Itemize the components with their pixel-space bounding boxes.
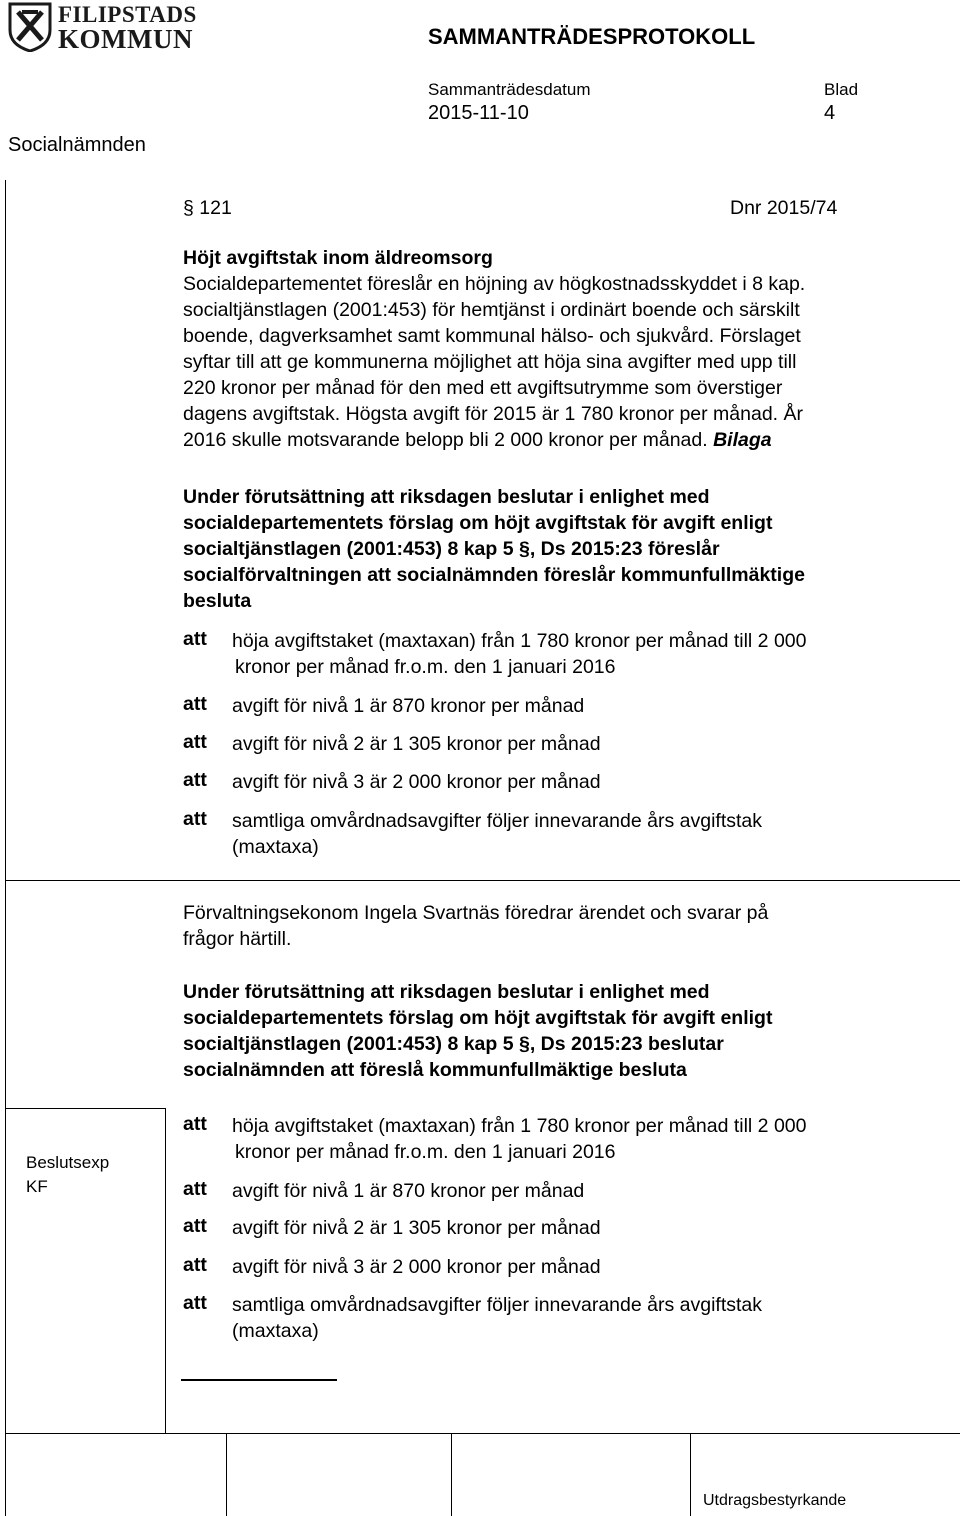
decision-item: avgift för nivå 3 är 2 000 kronor per månad: [232, 1256, 601, 1278]
certification-label: Utdragsbestyrkande: [703, 1492, 847, 1509]
decision-item: avgift för nivå 2 är 1 305 kronor per månad: [232, 1217, 601, 1239]
attachment-reference: Bilaga: [713, 429, 772, 451]
signature-cell-divider: [451, 1433, 452, 1516]
item-line: samtliga omvårdnadsavgifter följer innevarande års avgiftstak: [232, 1294, 763, 1316]
case-title: Höjt avgiftstak inom äldreomsorg: [183, 247, 493, 269]
proposal-item: avgift för nivå 1 är 870 kronor per månad: [232, 695, 585, 717]
footer-divider: [5, 1433, 960, 1434]
meeting-date-label: Sammanträdesdatum: [428, 80, 591, 99]
decision-line: Under förutsättning att riksdagen beslutar i enlighet med: [183, 981, 710, 1003]
section-number: § 121: [183, 197, 232, 219]
decision-item: [232, 1113, 932, 1165]
body-line: dagens avgiftstak. Högsta avgift för 2015 är 1 780 kronor per månad. År: [183, 403, 804, 425]
coat-of-arms-icon: [8, 2, 52, 52]
proposal-item: [232, 808, 932, 860]
proposal-item: [232, 628, 932, 680]
proposal-line: besluta: [183, 590, 252, 612]
proposal-item-att: att: [183, 731, 207, 753]
decision-line: socialtjänstlagen (2001:453) 8 kap 5 §, Ds 2015:23 beslutar: [183, 1033, 724, 1055]
proposal-item-att: att: [183, 769, 207, 791]
left-frame-line: [5, 180, 6, 1516]
presentation-text: [183, 900, 768, 952]
distribution-note: [26, 1151, 109, 1199]
decision-line: socialnämnden att föreslå kommunfullmäktige besluta: [183, 1059, 687, 1081]
proposal-line: socialtjänstlagen (2001:453) 8 kap 5 §, Ds 2015:23 föreslår: [183, 538, 720, 560]
margin-box-right: [165, 1108, 166, 1433]
page-number: 4: [824, 102, 836, 124]
item-line: samtliga omvårdnadsavgifter följer innevarande års avgiftstak: [232, 810, 763, 832]
proposal-line: socialdepartementets förslag om höjt avgiftstak för avgift enligt: [183, 512, 773, 534]
logo-wordmark-top: FILIPSTADS: [58, 2, 197, 27]
logo-wordmark-bottom: KOMMUN: [58, 24, 193, 54]
body-line: boende, dagverksamhet samt kommunal hälso- och sjukvård. Förslaget: [183, 325, 801, 347]
municipality-logo: [8, 2, 218, 54]
proposal-line: Under förutsättning att riksdagen beslutar i enlighet med: [183, 486, 710, 508]
decision-item-att: att: [183, 1254, 207, 1276]
proposal-line: socialförvaltningen att socialnämnden föreslår kommunfullmäktige: [183, 564, 805, 586]
item-line: (maxtaxa): [232, 836, 319, 858]
item-line: kronor per månad fr.o.m. den 1 januari 2016: [235, 656, 616, 678]
item-line: höja avgiftstaket (maxtaxan) från 1 780 kronor per månad till 2 000: [232, 630, 807, 652]
page-label: Blad: [824, 80, 859, 99]
document-type-heading: SAMMANTRÄDESPROTOKOLL: [428, 24, 756, 49]
closing-rule: [181, 1379, 337, 1381]
decision-item: [232, 1292, 932, 1344]
signature-cell-divider: [226, 1433, 227, 1516]
body-line: 220 kronor per månad för den med ett avgiftsutrymme som överstiger: [183, 377, 783, 399]
presentation-line: frågor härtill.: [183, 928, 292, 950]
decision-item-att: att: [183, 1215, 207, 1237]
proposal-item-att: att: [183, 808, 207, 830]
decision-item: avgift för nivå 1 är 870 kronor per månad: [232, 1180, 585, 1202]
distribution-line: KF: [26, 1177, 48, 1196]
decision-item-att: att: [183, 1113, 207, 1135]
proposal-heading: [183, 484, 805, 614]
meeting-date-value: 2015-11-10: [428, 102, 529, 124]
case-number: Dnr 2015/74: [730, 197, 838, 219]
item-line: (maxtaxa): [232, 1320, 319, 1342]
section-divider: [5, 880, 960, 881]
distribution-line: Beslutsexp: [26, 1153, 110, 1172]
decision-item-att: att: [183, 1292, 207, 1314]
decision-line: socialdepartementets förslag om höjt avgiftstak för avgift enligt: [183, 1007, 773, 1029]
proposal-item-att: att: [183, 693, 207, 715]
department-name: Socialnämnden: [8, 134, 146, 156]
proposal-item: avgift för nivå 3 är 2 000 kronor per månad: [232, 771, 601, 793]
proposal-item: avgift för nivå 2 är 1 305 kronor per månad: [232, 733, 601, 755]
body-line: [183, 427, 805, 453]
proposal-item-att: att: [183, 628, 207, 650]
item-line: kronor per månad fr.o.m. den 1 januari 2016: [235, 1141, 616, 1163]
margin-box-top: [5, 1108, 165, 1109]
body-line-text: 2016 skulle motsvarande belopp bli 2 000 kronor per månad.: [183, 429, 708, 451]
body-line: socialtjänstlagen (2001:453) för hemtjänst i ordinärt boende och särskilt: [183, 299, 800, 321]
signature-cell-divider: [690, 1433, 691, 1516]
presentation-line: Förvaltningsekonom Ingela Svartnäs föredrar ärendet och svarar på: [183, 902, 769, 924]
decision-heading: [183, 979, 772, 1083]
body-line: Socialdepartementet föreslår en höjning av högkostnadsskyddet i 8 kap.: [183, 273, 806, 295]
body-line: syftar till att ge kommunerna möjlighet att höja sina avgifter med upp till: [183, 351, 797, 373]
case-body: [183, 271, 805, 453]
decision-item-att: att: [183, 1178, 207, 1200]
item-line: höja avgiftstaket (maxtaxan) från 1 780 kronor per månad till 2 000: [232, 1115, 807, 1137]
